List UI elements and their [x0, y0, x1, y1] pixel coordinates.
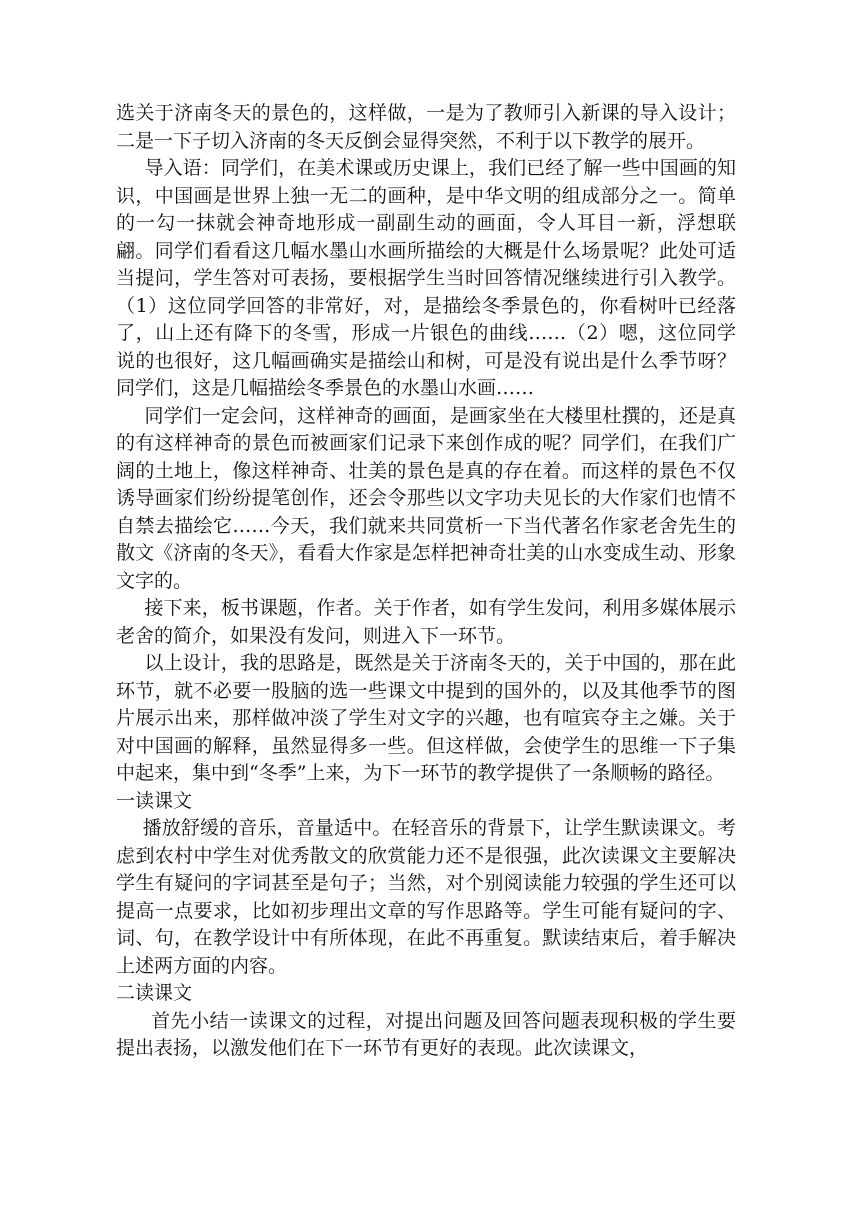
document-body: [116, 100, 736, 1063]
paragraph-first-reading: 播放舒缓的音乐，音量适中。在轻音乐的背景下，让学生默读课文。考虑到农村中学生对优秀散文的欣赏能力还不是很强，此次读课文主要解决学生有疑问的字词甚至是句子；当然，对个别阅读能力较强的学生还可以提高一点要求，比如初步理出文章的写作思路等。学生可能有疑问的字、词、句，在教学设计中有所体现，在此不再重复。默读结束后，着手解决上述两方面的内容。: [116, 817, 736, 977]
section-heading-first-reading: 一读课文: [116, 789, 193, 812]
paragraph-second-reading: 首先小结一读课文的过程，对提出问题及回答问题表现积极的学生要提出表扬，以激发他们在下一环节有更好的表现。此次读课文，: [116, 1009, 736, 1059]
paragraph-students-question: 同学们一定会问，这样神奇的画面，是画家坐在大楼里杜撰的，还是真的有这样神奇的景色而被画家们记录下来创作成的呢？同学们，在我们广阔的土地上，像这样神奇、壮美的景色是真的存在着。而这样的景色不仅诱导画家们纷纷提笔创作，还会令那些以文字功夫见长的大作家们也情不自禁去描绘它……今天，我们就来共同赏析一下当代著名作家老舍先生的散文《济南的冬天》，看看大作家是怎样把神奇壮美的山水变成生动、形象文字的。: [116, 404, 736, 592]
paragraph-intro-speech: 导入语：同学们，在美术课或历史课上，我们已经了解一些中国画的知识，中国画是世界上独一无二的画种，是中华文明的组成部分之一。简单的一勾一抹就会神奇地形成一副副生动的画面，令人耳目一新，浮想联翩。同学们看看这几幅水墨山水画所描绘的大概是什么场景呢？此处可适当提问，学生答对可表扬，要根据学生当时回答情况继续进行引入教学。（1）这位同学回答的非常好，对，是描绘冬季景色的，你看树叶已经落了，山上还有降下的冬雪，形成一片银色的曲线……（2）嗯，这位同学说的也很好，这几幅画确实是描绘山和树，可是没有说出是什么季节呀？同学们，这是几幅描绘冬季景色的水墨山水画……: [116, 157, 736, 399]
paragraph-design-rationale: 以上设计，我的思路是，既然是关于济南冬天的，关于中国的，那在此环节，就不必要一股脑的选一些课文中提到的国外的，以及其他季节的图片展示出来，那样做冲淡了学生对文字的兴趣，也有喧宾夺主之嫌。关于对中国画的解释，虽然显得多一些。但这样做，会使学生的思维一下子集中起来，集中到“冬季”上来，为下一环节的教学提供了一条顺畅的路径。: [116, 652, 736, 784]
section-heading-second-reading: 二读课文: [116, 982, 193, 1004]
paragraph-board-title: 接下来，板书课题，作者。关于作者，如有学生发问，利用多媒体展示老舍的简介，如果没有发问，则进入下一环节。: [116, 597, 736, 647]
paragraph-continuation: 选关于济南冬天的景色的，这样做，一是为了教师引入新课的导入设计；二是一下子切入济南的冬天反倒会显得突然，不利于以下教学的展开。: [116, 102, 736, 152]
